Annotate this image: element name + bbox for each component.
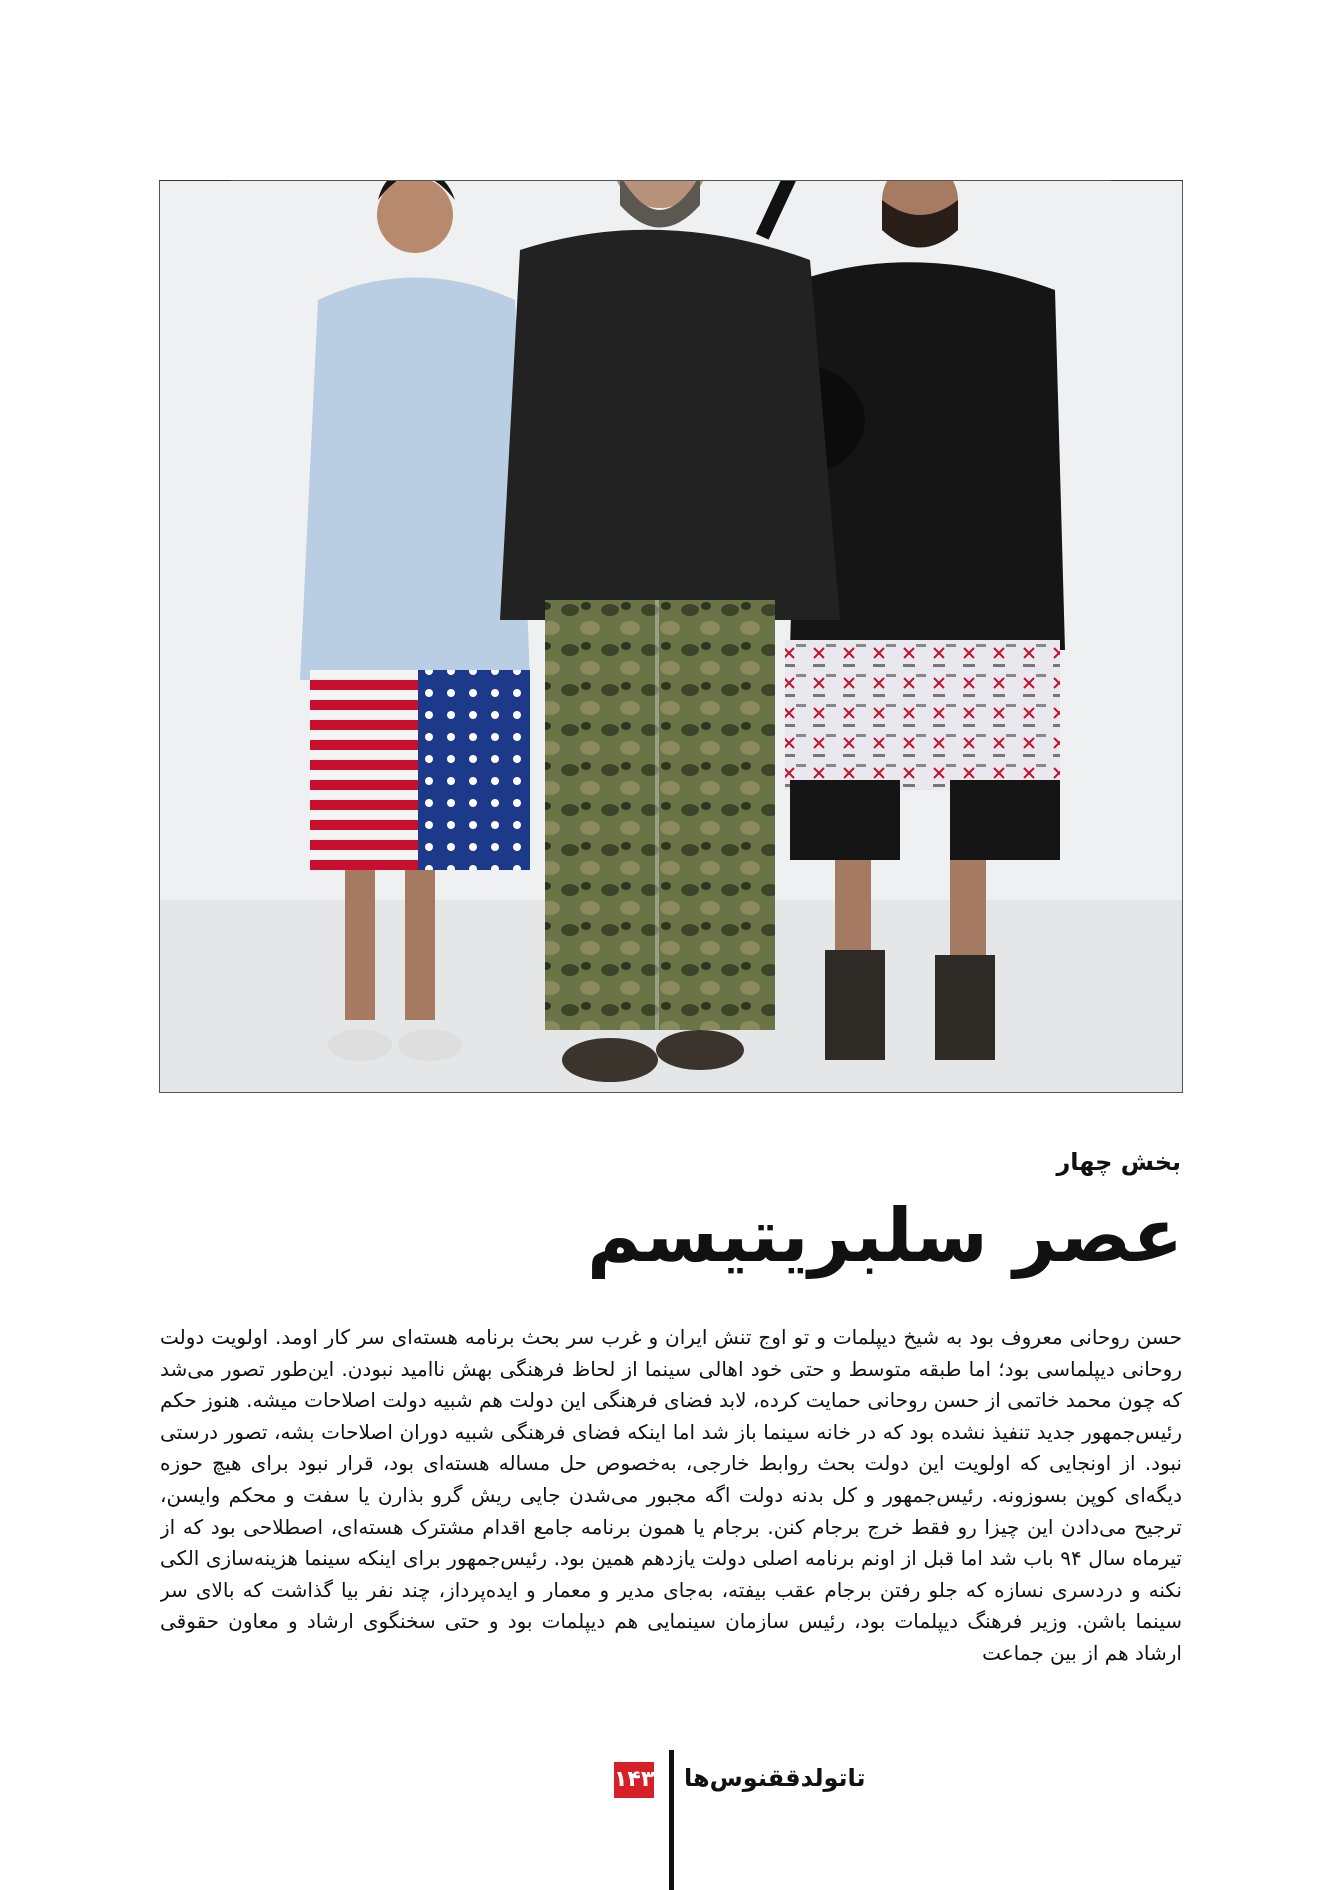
magazine-name: تاتولدققنوس‌ها [684,1764,866,1792]
article-paragraph: حسن روحانی معروف بود به شیخ دیپلمات و تو اوج تنش ایران و غرب سر بحث برنامه هسته‌ای سر کار اومد. اولویت دولت روحانی دیپلماسی بود؛ اما طبقه متوسط و حتی خود اهالی سینما از لحاظ فرهنگی بهش ناامید نبودن. این‌طور تصور می‌شد که چون محمد خاتمی از حسن روحانی حمایت کرده، لابد فضای فرهنگی این دولت هم شبیه دولت اصلاحات میشه. هنوز حکم رئیس‌جمهور جدید تنفیذ نشده بود که در خانه سینما باز شد اما اینکه فضای فرهنگی شبیه دوران اصلاحات بشه، تصور درستی نبود. از اونجایی که اولویت این دولت بحث روابط خارجی، به‌خصوص حل مساله هسته‌ای بود، قرار نبود برای هیچ حوزه دیگه‌ای کوپن بسوزونه. رئیس‌جمهور و کل بدنه دولت اگه مجبور می‌شدن جایی ریش گرو بذارن یا سفت و محکم وایسن، ترجیح می‌دادن این چیزا رو فقط خرج برجام کنن. برجام یا همون برنامه جامع اقدام مشترک هسته‌ای، اصطلاحی بود که از تیرماه سال ۹۴ باب شد اما قبل از اونم برنامه اصلی دولت یازدهم همین بود. رئیس‌جمهور برای اینکه سینما هزینه‌سازی الکی نکنه و دردسری نسازه که جلو رفتن برجام عقب بیفته، به‌جای مدیر و معمار و ایده‌پرداز، چند نفر بیا گذاشت که بالای سر سینما باشن. وزیر فرهنگ دیپلمات بود، رئیس سازمان سینمایی هم دیپلمات بود و حتی سخنگوی ارشاد و معاون حقوقی ارشاد هم از بین جماعت [160,1325,1182,1665]
section-label: بخش چهار [1056,1148,1181,1176]
footer-rule [669,1750,674,1890]
chapter-title: عصر سلبریتیسم [586,1193,1183,1279]
page-number: ۱۴۳ [614,1762,654,1798]
